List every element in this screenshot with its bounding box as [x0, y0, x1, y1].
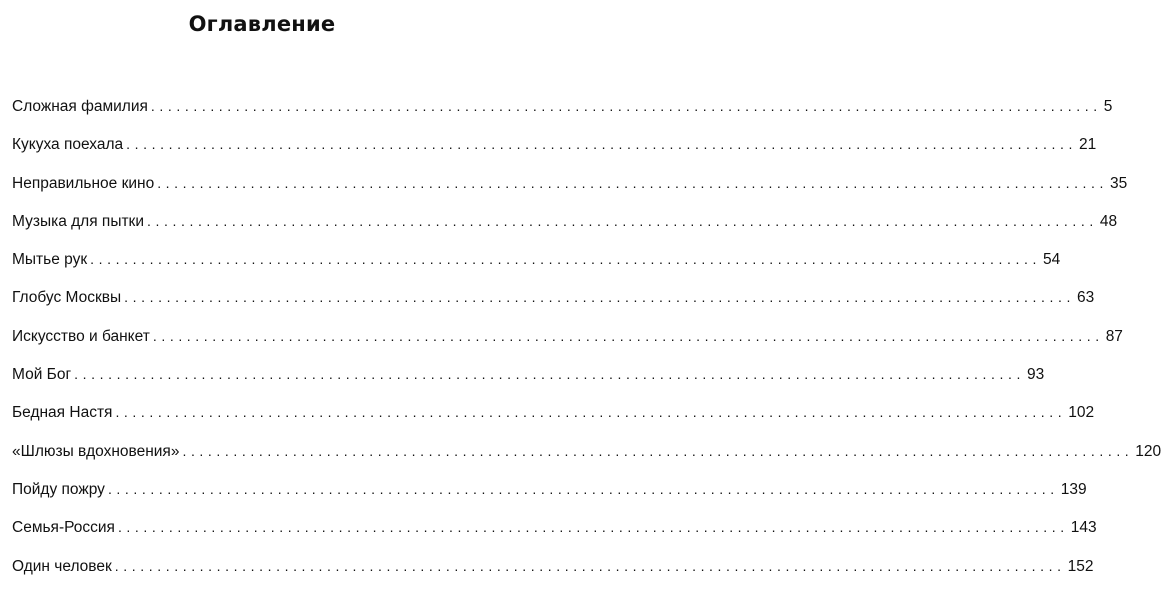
- toc-entry: [12, 438, 1161, 476]
- entry-page-number: 87: [1105, 327, 1123, 345]
- table-of-contents: [12, 93, 1161, 591]
- dot-leader: ................................................................................................................: [74, 366, 1025, 383]
- toc-entry: [12, 246, 1061, 284]
- toc-entry: [12, 476, 1087, 514]
- dot-leader: ................................................................................................................: [115, 404, 1067, 421]
- toc-entry: [12, 170, 1128, 208]
- toc-entry: [12, 553, 1094, 591]
- entry-page-number: 102: [1068, 404, 1095, 422]
- entry-title: Сложная фамилия: [12, 98, 148, 115]
- entry-title: Мытье рук: [12, 251, 88, 269]
- dot-leader: ................................................................................................................: [182, 442, 1134, 459]
- entry-page-number: 35: [1110, 174, 1128, 192]
- dot-leader: ................................................................................................................: [126, 136, 1077, 153]
- dot-leader: ................................................................................................................: [90, 251, 1041, 268]
- toc-entry: [12, 131, 1097, 169]
- entry-page-number: 54: [1042, 251, 1061, 269]
- dot-leader: ................................................................................................................: [147, 212, 1098, 229]
- dot-leader: ................................................................................................................: [152, 327, 1104, 344]
- entry-page-number: 152: [1067, 557, 1094, 575]
- entry-title: Один человек: [12, 557, 112, 575]
- toc-entry: [12, 399, 1095, 437]
- dot-leader: ................................................................................................................: [150, 98, 1102, 114]
- entry-page-number: 5: [1103, 98, 1113, 115]
- dot-leader: ................................................................................................................: [157, 174, 1109, 191]
- dot-leader: ................................................................................................................: [124, 289, 1075, 306]
- entry-title: Пойду пожру: [12, 480, 105, 498]
- toc-entry: [12, 514, 1097, 552]
- dot-leader: ................................................................................................................: [117, 519, 1069, 536]
- dot-leader: ................................................................................................................: [114, 557, 1066, 574]
- toc-entry: [12, 323, 1123, 361]
- dot-leader: ................................................................................................................: [107, 480, 1059, 497]
- entry-page-number: 63: [1077, 289, 1095, 307]
- entry-title: Семья-Россия: [12, 519, 115, 537]
- entry-title: «Шлюзы вдохновения»: [12, 442, 180, 460]
- entry-title: Кукуха поехала: [12, 136, 124, 154]
- page-title: Оглавление: [188, 12, 336, 36]
- toc-entry: [12, 208, 1118, 246]
- entry-page-number: 48: [1099, 212, 1118, 230]
- toc-entry: [12, 284, 1095, 322]
- entry-page-number: 139: [1060, 480, 1087, 498]
- toc-entry: [12, 93, 1113, 131]
- entry-page-number: 21: [1079, 136, 1097, 154]
- entry-page-number: 120: [1135, 442, 1161, 460]
- entry-title: Мой Бог: [12, 366, 72, 384]
- entry-page-number: 143: [1070, 519, 1097, 537]
- entry-title: Бедная Настя: [12, 404, 113, 422]
- entry-page-number: 93: [1026, 366, 1045, 384]
- entry-title: Глобус Москвы: [12, 289, 122, 307]
- toc-entry: [12, 361, 1045, 399]
- entry-title: Искусство и банкет: [12, 327, 150, 345]
- entry-title: Музыка для пытки: [12, 212, 144, 230]
- entry-title: Неправильное кино: [12, 174, 155, 192]
